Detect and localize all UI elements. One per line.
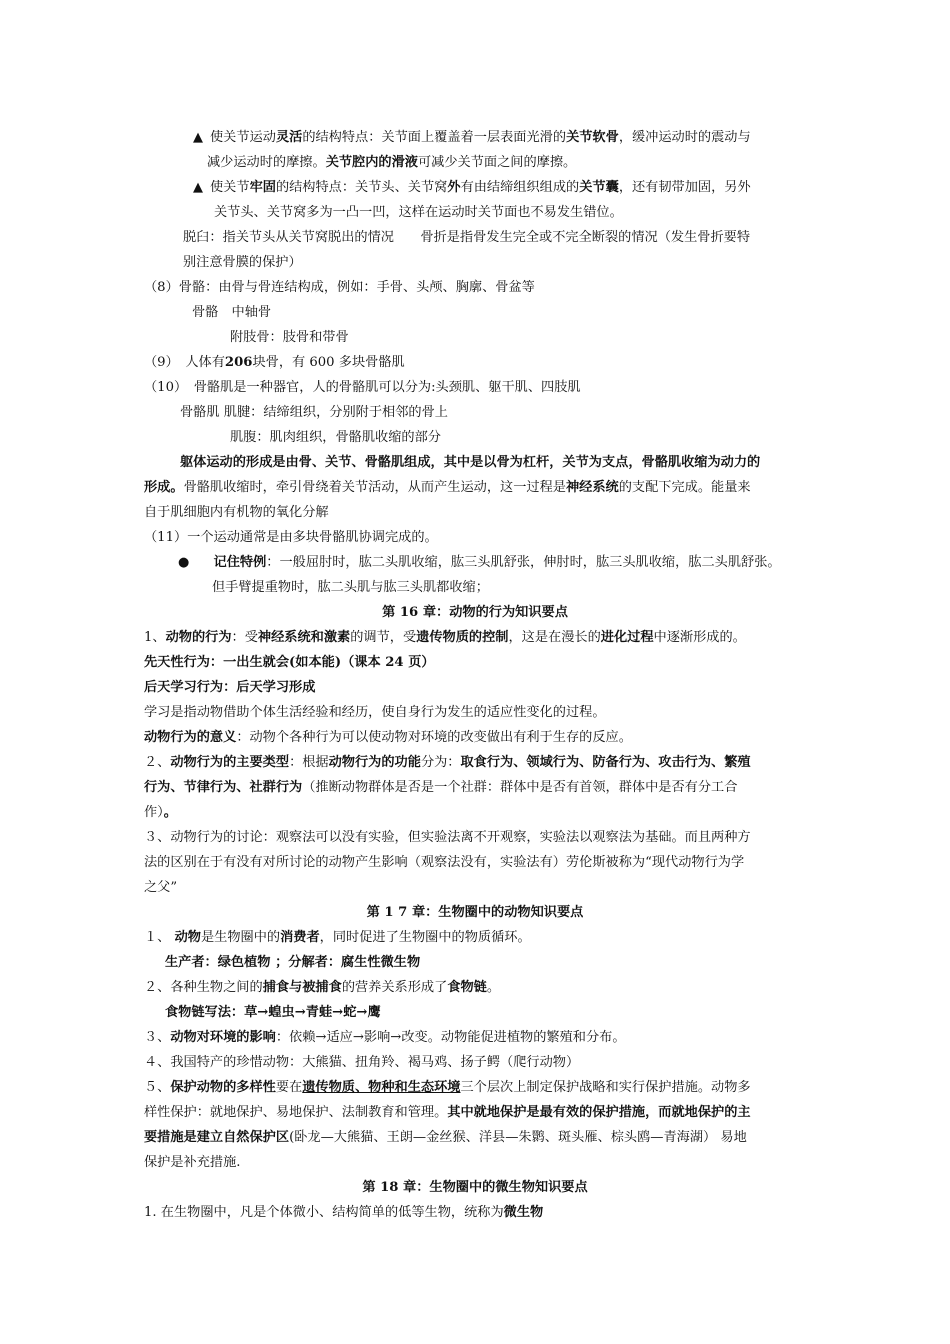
ch16-paragraph-2-line-3: 作）。 [144, 805, 177, 820]
triangle-bullet-icon: ▲ [193, 180, 203, 195]
triangle-bullet-icon: ▲ [193, 130, 203, 145]
movement-line-3: 自于肌细胞内有机物的氧化分解 [144, 505, 329, 520]
item-11: （11）一个运动通常是由多块骨骼肌协调完成的。 [144, 530, 438, 545]
ch17-paragraph-2: ２、各种生物之间的捕食与被捕食的营养关系形成了食物链。 [144, 980, 501, 995]
ch17-paragraph-4: ４、我国特产的珍惜动物：大熊猫、扭角羚、褐马鸡、扬子鳄（爬行动物） [144, 1055, 580, 1070]
chapter-18-title: 第 18 章：生物圈中的微生物知识要点 [362, 1180, 588, 1195]
ch16-paragraph-1: 1、动物的行为：受神经系统和激素的调节，受遗传物质的控制，这是在漫长的进化过程中逐渐形成的。 [144, 630, 746, 645]
joint-flexible-line-2: 减少运动时的摩擦。关节腔内的滑液可减少关节面之间的摩擦。 [207, 155, 577, 170]
ch16-paragraph-3-line-1: ３、动物行为的讨论：观察法可以没有实验，但实验法离不开观察，实验法以观察法为基础。而且两种方 [144, 830, 751, 845]
item-10-muscles: （10） 骨骼肌是一种器官，人的骨骼肌可以分为:头颈肌、躯干肌、四肢肌 [144, 380, 581, 395]
ch17-paragraph-1: １、 动物是生物圈中的消费者，同时促进了生物圈中的物质循环。 [144, 930, 531, 945]
appendicular-skeleton: 附肢骨：肢骨和带骨 [230, 330, 349, 345]
muscle-belly: 肌腹：肌肉组织，骨骼肌收缩的部分 [230, 430, 441, 445]
ch17-paragraph-5-line-2: 样性保护：就地保护、易地保护、法制教育和管理。其中就地保护是最有效的保护措施，而就地保护的主 [144, 1105, 751, 1120]
dislocation-line-1: 脱臼：指关节头从关节窝脱出的情况 骨折是指骨发生完全或不完全断裂的情况（发生骨折要特 [183, 230, 751, 245]
movement-line-2: 形成。骨骼肌收缩时，牵引骨绕着关节活动，从而产生运动，这一过程是神经系统的支配下完成。能量来 [144, 480, 751, 495]
ch17-paragraph-5-line-3: 要措施是建立自然保护区(卧龙—大熊猫、王朗—金丝猴、洋县—朱鹮、斑头雁、棕头鸥—青海湖） 易地 [144, 1130, 747, 1145]
ch16-paragraph-3-line-2: 法的区别在于有没有对所讨论的动物产生影响（观察法没有，实验法有）劳伦斯被称为“现代动物行为学 [144, 855, 745, 870]
bullet-icon: ● [178, 555, 190, 570]
chapter-17-title: 第 1 7 章：生物圈中的动物知识要点 [366, 905, 584, 920]
joint-firm-line-2: 关节头、关节窝多为一凸一凹，这样在运动时关节面也不易发生错位。 [214, 205, 623, 220]
movement-line-1: 躯体运动的形成是由骨、关节、骨骼肌组成，其中是以骨为杠杆，关节为支点，骨骼肌收缩为动力的 [180, 455, 761, 470]
ch16-paragraph-2-line-1: ２、动物行为的主要类型：根据动物行为的功能分为：取食行为、领域行为、防备行为、攻击行为、繁殖 [144, 755, 751, 770]
special-case-line-2: 但手臂提重物时，肱二头肌与肱三头肌都收缩； [212, 580, 489, 595]
food-chain-example: 食物链写法：草→蝗虫→青蛙→蛇→鹰 [165, 1005, 381, 1020]
behavior-meaning: 动物行为的意义：动物个各种行为可以使动物对环境的改变做出有利于生存的反应。 [144, 730, 632, 745]
joint-firm-line-1: ▲ 使关节牢固的结构特点：关节头、关节窝外有由结缔组织组成的关节囊，还有韧带加固，另外 [193, 180, 751, 195]
muscle-tendon: 骨骼肌 肌腱：结缔组织，分别附于相邻的骨上 [180, 405, 448, 420]
innate-behavior: 先天性行为：一出生就会(如本能)（课本 24 页） [144, 655, 435, 670]
dislocation-line-2: 别注意骨膜的保护） [183, 255, 302, 270]
producer-decomposer: 生产者：绿色植物 ；分解者：腐生性微生物 [165, 955, 421, 970]
ch17-paragraph-3: ３、动物对环境的影响：依赖→适应→影响→改变。动物能促进植物的繁殖和分布。 [144, 1030, 626, 1045]
item-9-bones: （9） 人体有206块骨，有 600 多块骨骼肌 [144, 355, 405, 370]
chapter-16-title: 第 16 章：动物的行为知识要点 [382, 605, 568, 620]
joint-flexible-line-1: ▲ 使关节运动灵活的结构特点：关节面上覆盖着一层表面光滑的关节软骨，缓冲运动时的震动与 [193, 130, 751, 145]
ch18-paragraph-1: 1. 在生物圈中，凡是个体微小、结构简单的低等生物，统称为微生物 [144, 1205, 544, 1220]
axial-skeleton: 骨骼 中轴骨 [192, 305, 272, 320]
learned-behavior: 后天学习行为：后天学习形成 [144, 680, 316, 695]
ch17-paragraph-5-line-4: 保护是补充措施. [144, 1155, 241, 1170]
special-case-line-1: ● 记住特例：一般屈肘时，肱二头肌收缩，肱三头肌舒张，伸肘时，肱三头肌收缩，肱二头肌舒张。 [178, 555, 781, 570]
ch16-paragraph-2-line-2: 行为、节律行为、社群行为（推断动物群体是否是一个社群：群体中是否有首领，群体中是否有分工合 [144, 780, 738, 795]
learning-definition: 学习是指动物借助个体生活经验和经历，使自身行为发生的适应性变化的过程。 [144, 705, 606, 720]
ch17-paragraph-5-line-1: ５、保护动物的多样性要在遗传物质、物种和生态环境三个层次上制定保护战略和实行保护措施。动物多 [144, 1080, 751, 1095]
item-8-skeleton: （8）骨骼：由骨与骨连结构成，例如：手骨、头颅、胸廓、骨盆等 [144, 280, 535, 295]
ch16-paragraph-3-line-3: 之父” [144, 880, 178, 895]
